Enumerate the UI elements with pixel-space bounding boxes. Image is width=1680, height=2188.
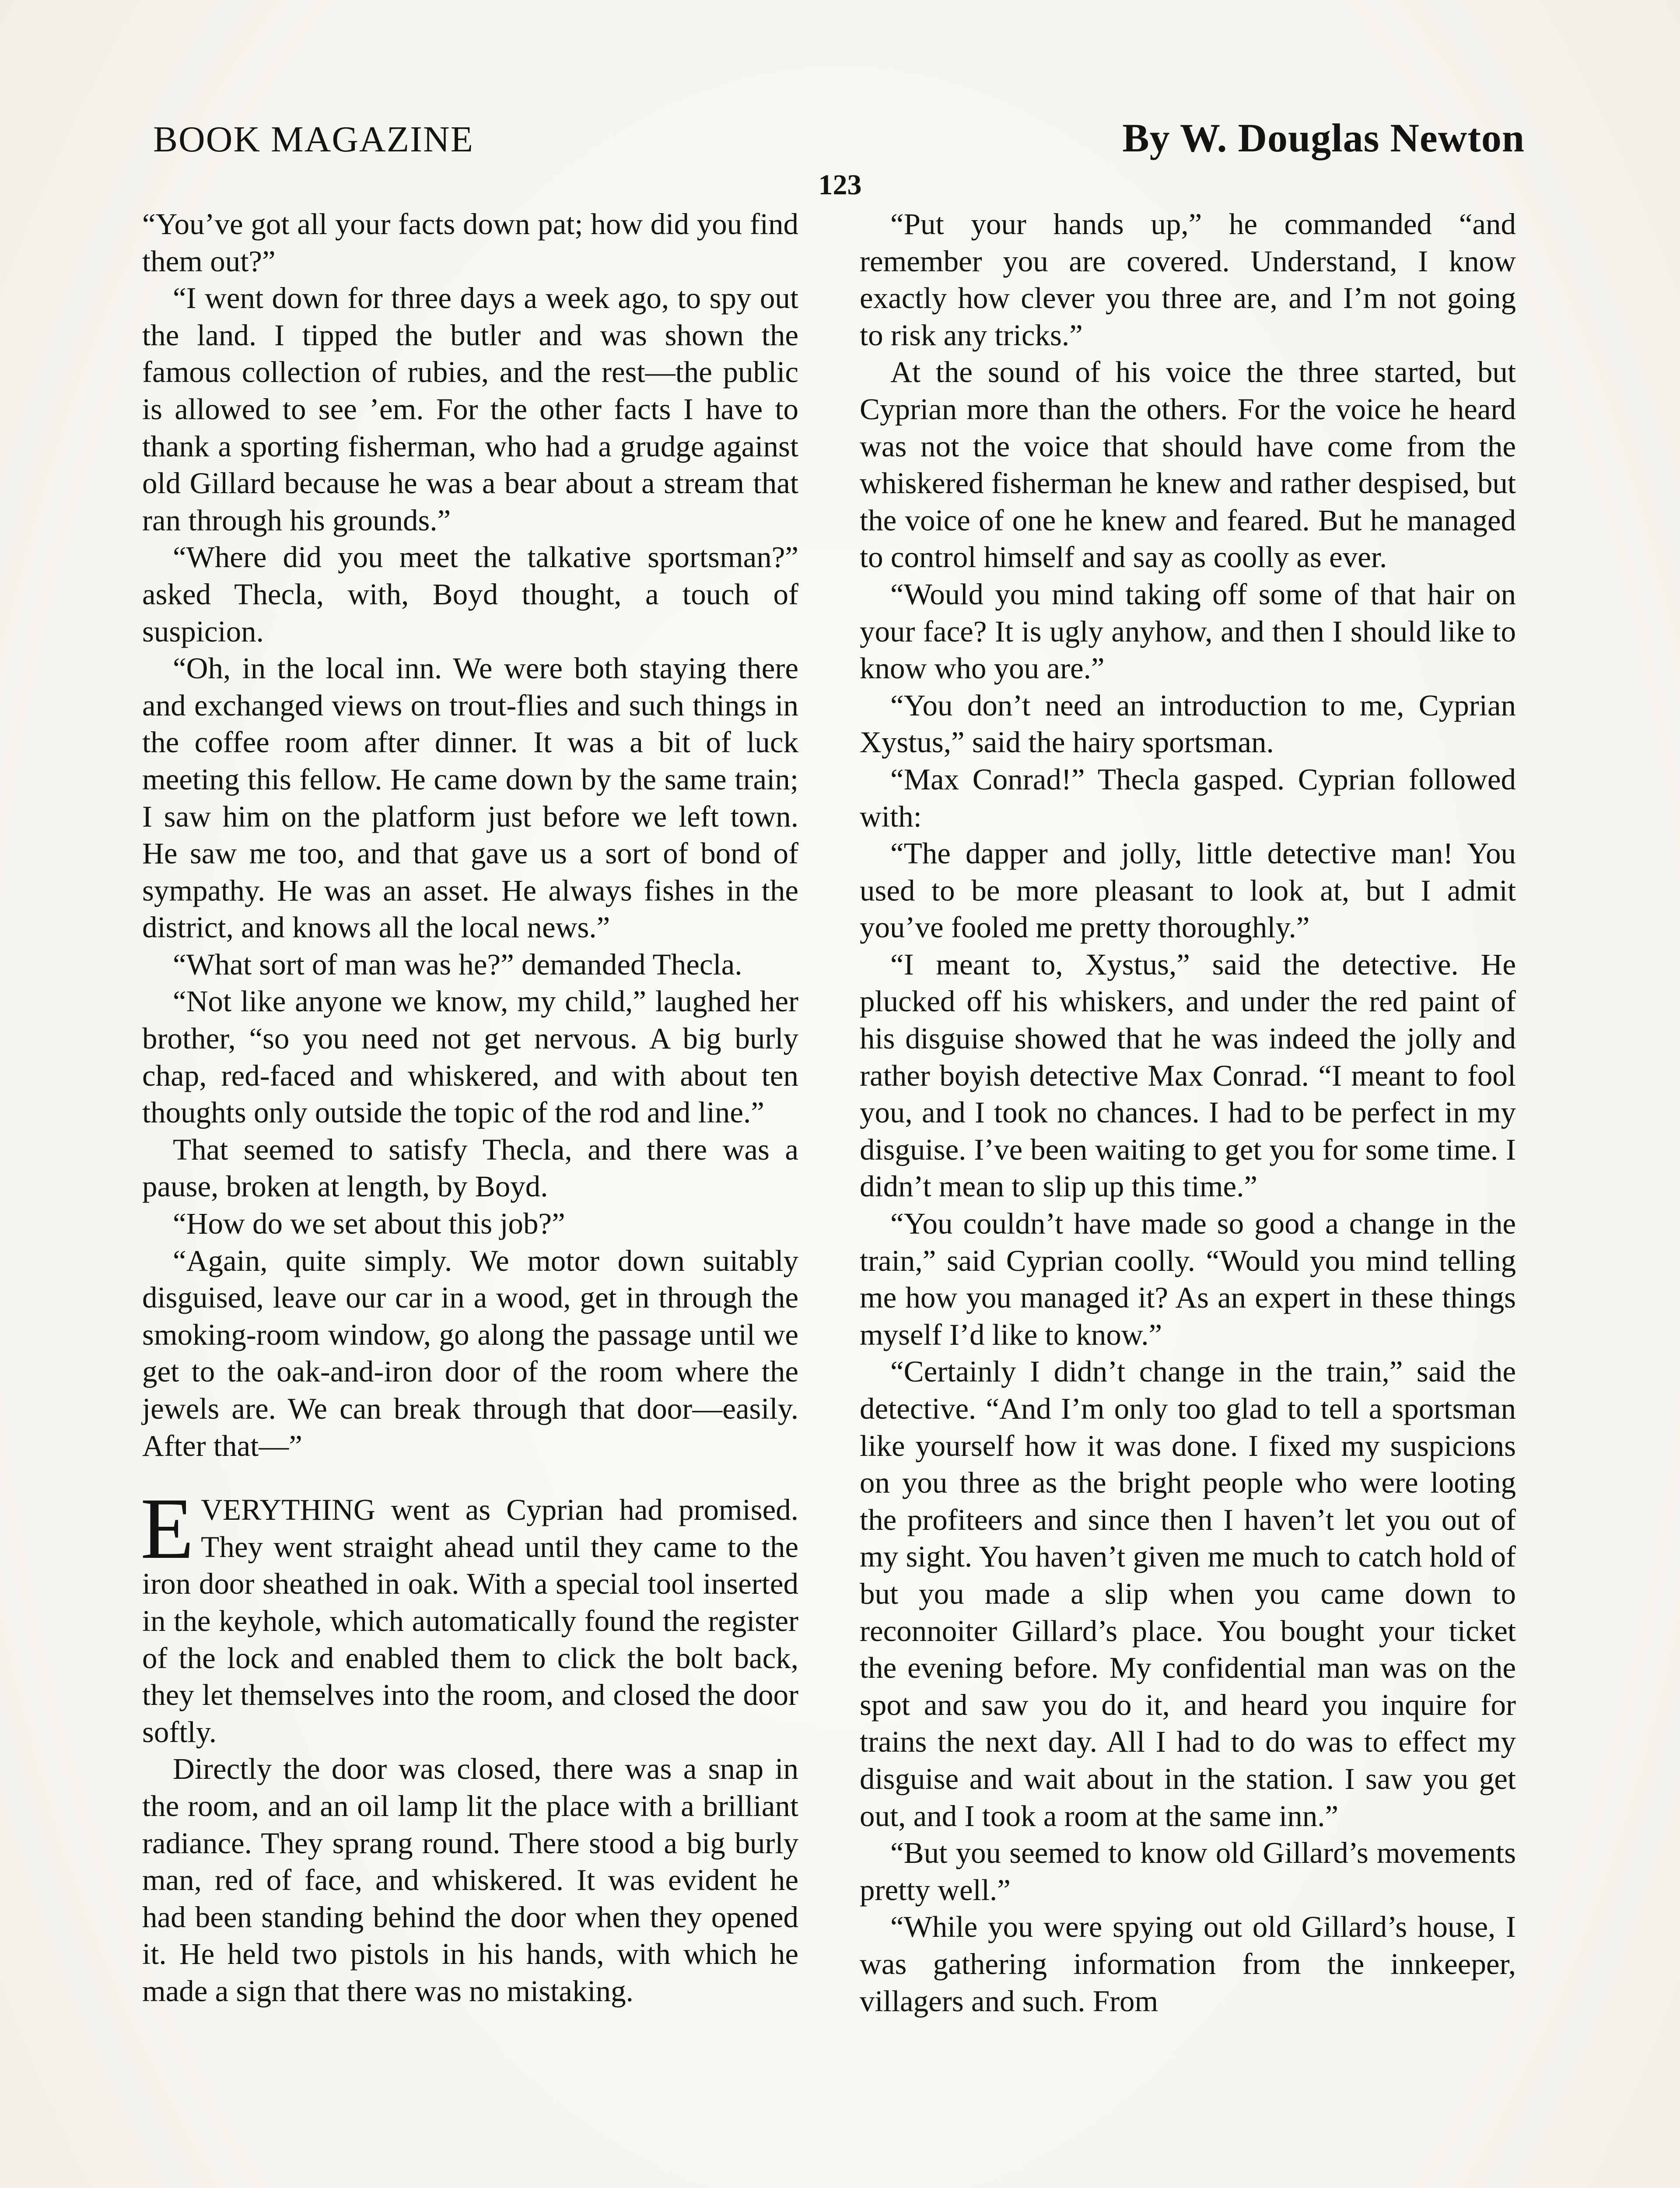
paragraph: “While you were spying out old Gillard’s house, I was gathering information from the innkeeper, villagers and such. From [860,1910,1516,2018]
left-column [142,206,798,2010]
paragraph: “How do we set about this job?” [173,1207,565,1241]
paragraph: “Not like anyone we know, my child,” laughed her brother, “so you need not get nervous. A big burly chap, red-faced and whiskered, and with about ten thoughts only outside the topic of the rod and line.” [142,985,798,1129]
page-number: 123 [818,169,862,201]
paragraph: “You don’t need an introduction to me, Cyprian Xystus,” said the hairy sportsman. [860,688,1516,759]
dropcap-paragraph [140,1480,798,1750]
right-column [860,206,1516,2020]
paragraph: “What sort of man was he?” demanded Thecla. [173,947,742,981]
drop-cap: E [140,1480,194,1578]
paragraph: “I went down for three days a week ago, to spy out the land. I tipped the butler and was shown the famous collection of rubies, and the rest—the public is allowed to see ’em. For the other facts I have to thank a sporting fisherman, who had a grudge against old Gillard because he was a bear about a stream that ran through his grounds.” [142,281,798,537]
paragraph: “But you seemed to know old Gillard’s movements pretty well.” [860,1836,1516,1907]
paragraph: At the sound of his voice the three started, but Cyprian more than the others. For the voice he heard was not the voice that should have come from the whiskered fisherman he knew and rather despised, but the voice of one he knew and feared. But he managed to control himself and say as coolly as ever. [860,355,1516,574]
magazine-title: BOOK MAGAZINE [153,119,474,160]
paragraph: “The dapper and jolly, little detective man! You used to be more pleasant to look at, but I admit you’ve fooled me pretty thoroughly.” [860,837,1516,944]
paragraph: “Where did you meet the talkative sportsman?” asked Thecla, with, Boyd thought, a touch of suspicion. [142,540,798,648]
paragraph: “Certainly I didn’t change in the train,” said the detective. “And I’m only too glad to tell a sportsman like yourself how it was done. I fixed my suspicions on you three as the bright people who were looting the profiteers and since then I haven’t let you out of my sight. You haven’t given me much to catch hold of but you made a slip when you came down to reconnoiter Gillard’s place. You bought your ticket the evening before. My confidential man was on the spot and saw you do it, and heard you inquire for trains the next day. All I had to do was to effect my disguise and wait about in the station. I saw you get out, and I took a room at the same inn.” [860,1355,1516,1833]
paragraph: “You couldn’t have made so good a change in the train,” said Cyprian coolly. “Would you mind telling me how you managed it? As an expert in these things myself I’d like to know.” [860,1207,1516,1351]
paragraph: “Again, quite simply. We motor down suitably disguised, leave our car in a wood, get in through the smoking-room window, go along the passage until we get to the oak-and-iron door of the room where the jewels are. We can break through that door—easily. After that—” [142,1244,798,1462]
paragraph: “Max Conrad!” Thecla gasped. Cyprian followed with: [860,762,1516,833]
author-byline: By W. Douglas Newton [1122,116,1525,160]
paragraph: “Put your hands up,” he commanded “and remember you are covered. Understand, I know exactly how clever you three are, and I’m not going to risk any tricks.” [860,207,1516,352]
section-break [142,1464,798,1491]
paragraph: Directly the door was closed, there was a snap in the room, and an oil lamp lit the place with a brilliant radiance. They sprang round. There stood a big burly man, red of face, and whiskered. It was evident he had been standing behind the door when they opened it. He held two pistols in his hands, with which he made a sign that there was no mistaking. [142,1752,798,2008]
paragraph: “I meant to, Xystus,” said the detective. He plucked off his whiskers, and under the red paint of his disguise showed that he was indeed the jolly and rather boyish detective Max Conrad. “I meant to fool you, and I took no chances. I had to be perfect in my disguise. I’ve been waiting to get you for some time. I didn’t mean to slip up this time.” [860,947,1516,1203]
dropcap-paragraph-text: VERYTHING went as Cyprian had promised. They went straight ahead until they came to the iron door sheathed in oak. With a special tool inserted in the keyhole, which automatically found the register of the lock and enabled them to click the bolt back, they let themselves into the room, and closed the door softly. [142,1493,798,1749]
paragraph: That seemed to satisfy Thecla, and there was a pause, broken at length, by Boyd. [142,1133,798,1203]
paragraph: “Oh, in the local inn. We were both staying there and exchanged views on trout-flies and such things in the coffee room after dinner. It was a bit of luck meeting this fellow. He came down by the same train; I saw him on the platform just before we left town. He saw me too, and that gave us a sort of bond of sympathy. He was an asset. He always fishes in the district, and knows all the local news.” [142,652,798,944]
paragraph: “Would you mind taking off some of that hair on your face? It is ugly anyhow, and then I should like to know who you are.” [860,577,1516,685]
paragraph: “You’ve got all your facts down pat; how did you find them out?” [142,207,798,278]
